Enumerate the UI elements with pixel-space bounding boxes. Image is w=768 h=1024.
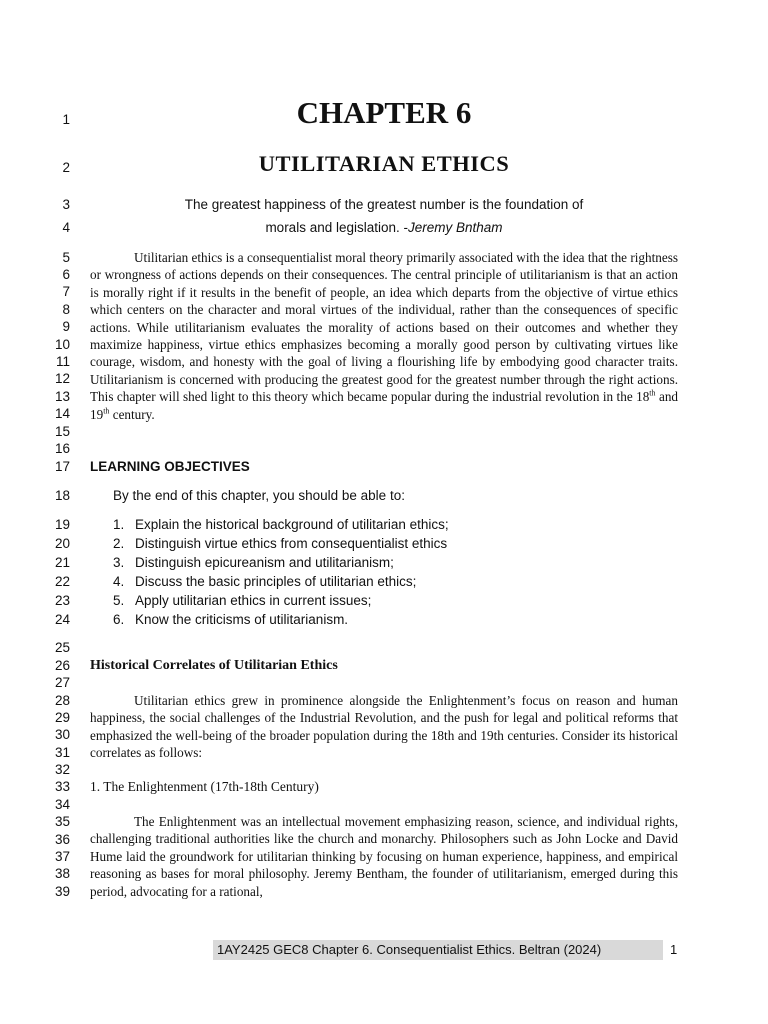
intro-paragraph-end: century.: [109, 406, 155, 422]
line-number: 8: [62, 302, 70, 317]
objective-text: Explain the historical background of utilitarian ethics;: [135, 517, 449, 532]
objective-item: [113, 554, 394, 571]
line-number: 34: [54, 797, 70, 812]
intro-paragraph-mid: and 19: [90, 389, 678, 422]
line-number: 12: [54, 371, 70, 386]
section-paragraph: [90, 692, 678, 762]
line-number: 24: [54, 612, 70, 627]
line-number: 4: [62, 220, 70, 235]
line-number: 21: [54, 555, 70, 570]
line-number: 22: [54, 574, 70, 589]
line-number: 33: [54, 779, 70, 794]
objective-number: 6.: [113, 612, 125, 627]
superscript: th: [649, 388, 656, 398]
line-number: 25: [54, 640, 70, 655]
line-number: 38: [54, 866, 70, 881]
objective-item: [113, 516, 449, 533]
objective-number: 4.: [113, 574, 125, 589]
line-number: 28: [54, 693, 70, 708]
line-number: 6: [62, 267, 70, 282]
epigraph-author: Jeremy Bntham: [408, 220, 503, 235]
objective-item: [113, 535, 447, 552]
line-number: 2: [62, 160, 70, 175]
line-number: 35: [54, 814, 70, 829]
objective-number: 3.: [113, 555, 125, 570]
objective-number: 5.: [113, 593, 125, 608]
line-number: 29: [54, 710, 70, 725]
line-number: 11: [55, 354, 70, 369]
objective-text: Distinguish virtue ethics from consequentialist ethics: [135, 536, 448, 551]
chapter-subtitle: UTILITARIAN ETHICS: [258, 151, 510, 176]
subsection-heading: 1. The Enlightenment (17th-18th Century): [90, 779, 319, 794]
line-number: 1: [62, 112, 70, 127]
section-heading: Historical Correlates of Utilitarian Ethics: [90, 658, 338, 673]
objective-text: Apply utilitarian ethics in current issues;: [135, 593, 372, 608]
line-number: 39: [54, 884, 70, 899]
objective-item: [113, 592, 371, 609]
subsection-paragraph-text: The Enlightenment was an intellectual movement emphasizing reason, science, and individual rights, challenging traditional authorities like the church and monarchy. Philosophers such as John Locke and David Hume laid the groundwork for utilitarian thinking by focusing on human experience, happiness, and empirical reasoning as bases for moral philosophy. Jeremy Bentham, the founder of utilitarianism, emerged during this period, advocating for a rational,: [90, 814, 678, 899]
line-number: 7: [62, 284, 70, 299]
line-number: 15: [54, 424, 70, 439]
line-number: 5: [62, 250, 70, 265]
footer-text: 1AY2425 GEC8 Chapter 6. Consequentialist Ethics. Beltran (2024): [213, 940, 663, 960]
line-number: 36: [54, 832, 70, 847]
line-number: 13: [54, 389, 70, 404]
line-number: 16: [54, 441, 70, 456]
section-paragraph-text: Utilitarian ethics grew in prominence alongside the Enlightenment’s focus on reason and human happiness, the social challenges of the Industrial Revolution, and the push for legal and political reforms that emphasized the well-being of the broader population during the 18th and 19th centuries. Consider its historical correlates as follows:: [90, 693, 678, 761]
objective-text: Know the criticisms of utilitarianism.: [135, 612, 349, 627]
chapter-title: CHAPTER 6: [296, 95, 472, 130]
epigraph-line-1: The greatest happiness of the greatest number is the foundation of: [184, 197, 584, 212]
line-number: 14: [54, 406, 70, 421]
objective-number: 2.: [113, 536, 125, 551]
objective-item: [113, 611, 348, 628]
subsection-paragraph: [90, 813, 678, 900]
line-number: 18: [54, 488, 70, 503]
line-number: 20: [54, 536, 70, 551]
line-number: 27: [54, 675, 70, 690]
objective-text: Distinguish epicureanism and utilitarianism;: [135, 555, 394, 570]
learning-objectives-intro: By the end of this chapter, you should be able to:: [113, 488, 405, 503]
epigraph-line-2: [90, 219, 678, 236]
line-number: 26: [54, 658, 70, 673]
line-number: 10: [54, 337, 70, 352]
line-number: 30: [54, 727, 70, 742]
line-number: 37: [54, 849, 70, 864]
line-number: 23: [54, 593, 70, 608]
learning-objectives-heading: LEARNING OBJECTIVES: [90, 459, 250, 474]
intro-paragraph: [90, 249, 678, 423]
line-number: 32: [54, 762, 70, 777]
line-number: 17: [54, 459, 70, 474]
intro-paragraph-main: Utilitarian ethics is a consequentialist moral theory primarily associated with the idea that the rightness or wrongness of actions depends on their consequences. The central principle of utilitarianism is that an action is morally right if it results in the benefit of people, an idea which departs from the objective of virtue ethics which centers on the character and moral virtues of the individual, rather than the consequences of specific actions. While utilitarianism evaluates the morality of actions based on their outcomes and whether they maximize happiness, virtue ethics emphasizes becoming a morally good person by cultivating virtues like courage, wisdom, and honesty with the goal of living a flourishing life by embodying good character traits. Utilitarianism is concerned with producing the greatest good for the greatest number through the right actions. This chapter will shed light to this theory which became popular during the industrial revolution in the 18: [90, 250, 678, 405]
line-number: 3: [62, 197, 70, 212]
objective-item: [113, 573, 416, 590]
epigraph-text: morals and legislation. -: [265, 220, 409, 235]
objective-number: 1.: [113, 517, 125, 532]
superscript: th: [103, 406, 110, 416]
page-number: 1: [670, 942, 678, 957]
objective-text: Discuss the basic principles of utilitarian ethics;: [135, 574, 417, 589]
line-number: 19: [54, 517, 70, 532]
line-number: 9: [62, 319, 70, 334]
line-number: 31: [54, 745, 70, 760]
